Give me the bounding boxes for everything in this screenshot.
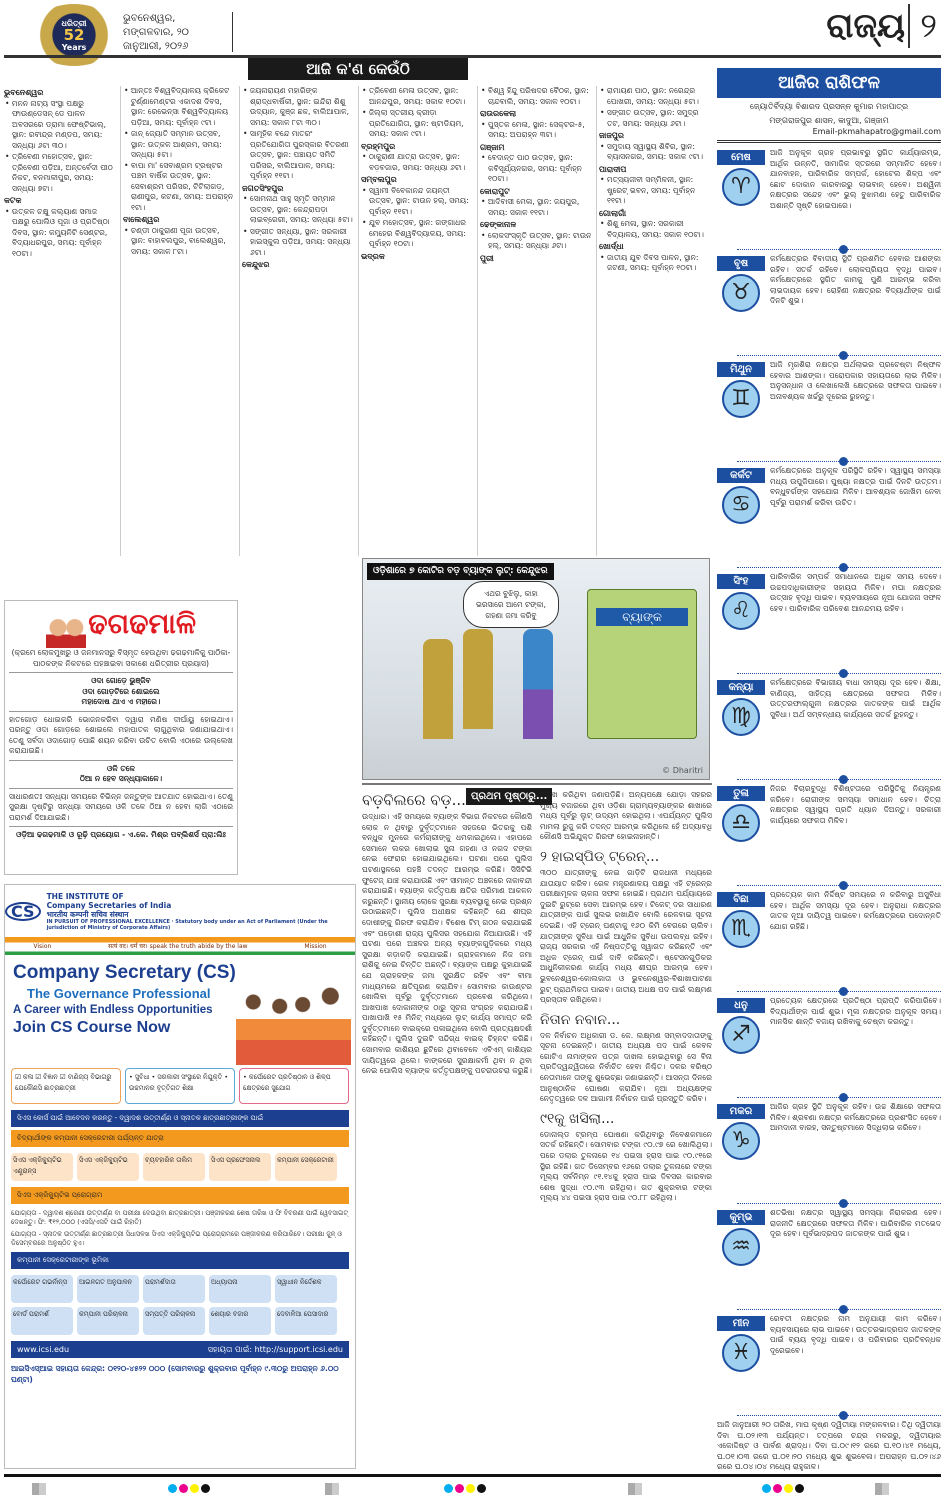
helpline: ଆଇସିଏସ୍ଆଇ ସହାୟତା କେନ୍ଦ୍ର: ୦୧୨୦-୪୫୨୨ ୦୦୦ (ସୋମବାରରୁ ଶୁକ୍ରବାର ପୂର୍ବାହ୍ନ ୯.୩୦ରୁ ଅପରାହ୍ନ ୬.୦୦ ଘଣ୍ଟା): [11, 1364, 339, 1384]
astrologer-address: ମଙ୍ଗରାଜପୁର ଶାସନ, କାଦୁଆ, ଗଞ୍ଜାମ: [769, 116, 889, 125]
benefits-box: • ସୁବିଧା • ସରକାରୀ ସଂସ୍ଥାରେ ନିଯୁକ୍ତି • ଉଚ୍ଚମାନର ବୃତ୍ତିଗତ ଶିକ୍ଷା: [125, 1068, 235, 1104]
journey-step: ସିଏସ ଏକ୍ଜିକ୍ୟୁଟିଭ: [77, 1153, 139, 1181]
sign-name: ମକର: [717, 1104, 765, 1119]
event-item: • ଚଣ୍ଡୀ ଠାକୁରାଣୀ ପୂଜା ଉତ୍ସବ, ସ୍ଥାନ: ବାହାବଲପୁର, ବାଲେଶ୍ୱର, ସମୟ: ସକାଳ ୮ଟା।: [123, 226, 236, 258]
org-name-hindi: भारतीय कम्पनी सचिव संस्थान: [46, 909, 129, 919]
event-list: [599, 219, 712, 240]
event-list: [599, 253, 712, 274]
role-item: କମ୍ପାନୀ ପରିଚାଳନା: [77, 1307, 139, 1335]
cartoon-credit: © Dharitri: [662, 766, 703, 775]
horoscope-2: [717, 254, 941, 360]
event-list: [599, 86, 712, 129]
sign-name: ଧନୁ: [717, 998, 765, 1013]
policeman-figure: [463, 629, 493, 729]
dotted-divider: [737, 1097, 941, 1098]
event-city-heading: ସମ୍ବଲପୁର: [361, 175, 397, 184]
zodiac-icon: ♉: [722, 274, 760, 312]
event-city-heading: ଗଞ୍ଜାମ: [480, 142, 505, 152]
registration-mark: [628, 1483, 642, 1495]
sign-prediction: ପ୍ରତ୍ୟେକ କାମ ନିର୍ଦ୍ଦିଷ୍ଟ ସମୟରେ ନ କରିବାରୁ ଅସୁବିଧା ହେବ। ଆର୍ଥିକ ସମସ୍ୟା ଦୂର ହେବ। ଅନୁରାଧା ନକ୍ଷତ୍ରର ଜାତକ ନୂଆ ଦାୟିତ୍ୱ ପାଇବେ। କର୍ମକ୍ଷେତ୍ରରେ ପଦୋନ୍ନତି ଯୋଗ ରହିଛି।: [770, 890, 941, 931]
zodiac-icon: ♎: [722, 804, 760, 842]
section-title: ରାଜ୍ୟ: [826, 6, 905, 46]
sign-label: [717, 892, 765, 948]
dhaga-explanation: ସାଧାରଣତଃ ସନ୍ଧ୍ୟା ସମୟରେ ବିଭିନ୍ନ ଜନ୍ତୁଙ୍କ ଆତଯାତ ହୋଇଥାଏ। ତେଣୁ ସୁରକ୍ଷା ଦୃଷ୍ଟିରୁ ସନ୍ଧ୍ୟା ସମୟରେ ଓଳି ତଳେ ଠିଆ ନ ହେବା ଲାଗି ଏଠାରେ ପରାମର୍ଶ ଦିଆଯାଇଛି।: [9, 791, 233, 822]
event-item: • ଲୋକସଂସ୍କୃତି ଉତ୍ସବ, ସ୍ଥାନ: ଟାଉନ ହଲ୍, ସମୟ: ସନ୍ଧ୍ୟା ୬ଟା।: [480, 231, 593, 252]
motto: सत्यं वद। धर्मं चर। speak the truth abide by the law: [108, 942, 248, 950]
cmyk-mark: [168, 1484, 210, 1493]
sign-label: [717, 468, 765, 524]
crying-bank-figure: [587, 589, 697, 739]
sign-name: ବିଛା: [717, 892, 765, 907]
horoscope-5: [717, 572, 941, 678]
event-item: • ତ୍ରିବେଣୀ ମହୋତ୍ସବ, ସ୍ଥାନ: ତ୍ରିବେଣୀ ପଡ଼ିଆ, ଅନ୍ତର୍ବେଦୀ ପୀଠ ନିକଟ, ବନମାଳୀପୁର, ସମୟ: ସନ୍ଧ୍ୟା ୭ଟା।: [4, 152, 117, 194]
zodiac-icon: ♌: [722, 592, 760, 630]
horoscope-12: [717, 1314, 941, 1420]
event-item: • ଜାନ୍ ଜ୍ୟୋତି ସମ୍ମାନ ଉତ୍ସବ, ସ୍ଥାନ: ଉତ୍କଳ ଆଶ୍ରମ, ସମୟ: ସନ୍ଧ୍ୟା ୫ଟା।: [123, 129, 236, 161]
astrologer-name: ଜ୍ୟୋତିର୍ବିଦ୍ୟା ବିଶାରଦ ପ୍ରସନ୍ନ କୁମାର ମହାପାତ୍ର: [749, 102, 909, 111]
cmyk-mark: [762, 1484, 804, 1493]
event-city-heading: ଢେଙ୍କାନାଳ: [480, 220, 517, 229]
divider: [9, 711, 233, 712]
verse-line: ଠିଆ ନ ହେବ ସନ୍ଧ୍ୟାକାଳେ।: [79, 774, 163, 783]
role-item: ଅଧ୍ୟାପନା: [209, 1275, 271, 1303]
verse-line: ମହାଦୋଷ ଥାଏ ଏ ମହୀରେ।: [81, 697, 161, 706]
ad-hero-text: [13, 961, 347, 1038]
story-headline: ୯୧କୁ ଖସିଲା...: [540, 1110, 615, 1127]
article-column: [540, 790, 712, 1440]
article-body: ତାରିଖ କରିଥିବା ଜଣାପଡ଼ିଛି। ଅନ୍ୟପକ୍ଷେ ଯୋଡ଼ା ସହରର ମୁଖ୍ୟ ବଜାରରେ ଥିବା ଓଡ଼ିଶା ଗ୍ରାମ୍ୟବ୍ୟାଙ୍କର ଶାଖାରେ ମଧ୍ୟ ପୂର୍ବରୁ ଲୁଟ୍ ଉଦ୍ୟମ ହୋଇଥିଲା। ଏପର୍ଯ୍ୟନ୍ତ ପୁଲିସ ମାମଲା ରୁଜୁ କରି ତଦନ୍ତ ଆରମ୍ଭ କରିଥିଲେ ହେଁ ଅଦ୍ୟାବଧି କୌଣସି ଅଭିଯୁକ୍ତ ଗିରଫ ହୋଇନାହାନ୍ତି।: [540, 790, 712, 842]
mission-label: Mission: [304, 942, 327, 950]
panjika-text: ଆଜି ଜାନୁଆରୀ ୨୦ ତାରିଖ, ମାଘ କୃଷ୍ଣ ଦ୍ୱିତୀୟା ମଙ୍ଗଳବାର। ତିଥି ଦ୍ୱିତୀୟା ଦିବା ଘ.୦୨।୧୩ ପର୍ଯ୍ୟନ୍ତ। ତତ୍ପରେ ଚନ୍ଦ୍ର ମକରରୁ, ଦ୍ୱିତୀୟାର ଏକୋଦ୍ଦିଷ୍ଟ ଓ ପାର୍ବଣ ଶ୍ରାଦ୍ଧ। ଦିବା ଘ.୦୯।୧୨ ରରେ ଘ.୧୦।୪୧ ମଧ୍ୟେ, ଘ.୦୧।୦୩ ରରେ ଘ.୦୧।୨୦ ମଧ୍ୟେ ଶୁଭ ଶୁଭବେଳା। ଅପରାହ୍ନ ଘ.୦୨।୪୬ ରରେ ଘ.୦୪।୦୪ ମଧ୍ୟେ ରାହୁକାଳ।: [717, 1420, 941, 1472]
man-figure: [523, 629, 553, 739]
sign-prediction: ଆଜିର ଗ୍ରହ ସ୍ଥିତି ଅନୁକୂଳ ରହିବ। ଉଚ୍ଚ ଶିକ୍ଷାରେ ସଫଳତା ମିଳିବ। ଶ୍ରବଣା ନକ୍ଷତ୍ର କର୍ମକ୍ଷେତ୍ରରେ ପ୍ରଶଂସିତ ହେବେ। ଆମଦାନୀ ବାରହ, ସନ୍ତୁଷ୍ଟମାନେ ସିଦ୍ଧିଲାଭ କରିବେ।: [770, 1102, 941, 1133]
zodiac-icon: ♋: [722, 486, 760, 524]
dotted-divider: [737, 991, 941, 992]
dhaga-explanation: ହାତଗୋଡ଼ ଧୋଇକରି ଭୋଜନକରିବା ଦ୍ୱାରା ମଣିଷ ଦୀର୍ଘାୟୁ ହୋଇଥାଏ। ପରନ୍ତୁ ଓଦା ଗୋଡ଼ରେ ଶୋଇଲେ ମହାପାତକ ଲାଗୁଥିବାର ଜଣାଯାଇଥାଏ। ତେଣୁ ସର୍ବଦା ଓଦାଗୋଡ଼ ପୋଛି ଶୟନ କରିବା ଉଚିତ ବୋଲି ଏଠାରେ ଉଲ୍ଲେଖ କରାଯାଇଛି।: [9, 714, 233, 755]
role-item: ସମ୍ପତ୍ତି ପରିଚାଳନା: [143, 1307, 205, 1335]
event-item: • ସମୁଦାୟ ସ୍ୱାସ୍ଥ୍ୟ ଶିବିର, ସ୍ଥାନ: ବ୍ୟାସନଗର, ସମୟ: ସକାଳ ୯ଟା।: [599, 142, 712, 163]
journey-steps: [5, 1150, 355, 1184]
sign-prediction: ଆଜି ମୃଗଶିରା ନକ୍ଷତ୍ର ଅର୍ଥଲାଭର ପ୍ରଚେଷ୍ଟା ନିଷ୍ଫଳ ହେବାର ଆଶଙ୍କା। ପରୋପକାର ସହାୟତାରେ ଲାଭ ମିଳିବ। ଅନୁସନ୍ଧାନ ଓ ଲେଖାଲେଖି କ୍ଷେତ୍ରରେ ସଫଳତା ପାଇବେ। ଅନାବଶ୍ୟକ ଖର୍ଚ୍ଚରୁ ଦୂରେଇ ରୁହନ୍ତୁ।: [770, 360, 941, 401]
event-list: [480, 120, 593, 141]
icsi-logo-icon: CS: [5, 902, 41, 921]
sign-label: [717, 150, 765, 206]
horoscope-3: [717, 360, 941, 466]
registration-mark: [325, 1483, 339, 1495]
role-item: ଶେୟାର ବଜାର: [209, 1307, 271, 1335]
support-link[interactable]: ସହାୟତା ପାଇଁ: http://support.icsi.edu: [207, 1345, 343, 1354]
horoscope-title: ଆଜିର ରାଶିଫଳ: [717, 68, 941, 98]
event-item: • ସୋମନାଥ ସାହୁ ସ୍ମୃତି ସମ୍ମାନ ଉତ୍ସବ, ସ୍ଥାନ: କେନ୍ଦ୍ରାପଡ଼ା ଲାଇବ୍ରେରୀ, ସମୟ: ସନ୍ଧ୍ୟା ୫ଟା।: [242, 194, 355, 226]
event-list: [599, 175, 712, 207]
event-item: • ଜାତୀୟ ଯୁବ ଦିବସ ପାଳନ, ସ୍ଥାନ: ଜଟଣୀ, ସମୟ: ପୂର୍ବାହ୍ନ ୧୦ଟା।: [599, 253, 712, 274]
sign-label: [717, 1210, 765, 1266]
ad-headline: Company Secretary (CS): [13, 962, 236, 983]
event-list: [480, 197, 593, 218]
sign-prediction: ଆଜି ଅନୁକୂଳ ଗ୍ରହ ପ୍ରଭାବରୁ ସ୍ଥଗିତ କାର୍ଯ୍ୟାରମ୍ଭ, ଆର୍ଥିକ ଉନ୍ନତି, ସାମାଜିକ ସ୍ତରରେ ସମ୍ମାନିତ ହେବେ। ଯାନବାହନ, ପାରିବାରିକ ସମ୍ପର୍କ, ହୋଟେଲ ଶିଳ୍ପ ଏବଂ ଛୋଟ ଦୋକାନ କାରବାରରୁ ଲାଭବାନ୍ ହେବେ। ଅଶ୍ୱିନୀ ନକ୍ଷତ୍ରର ସନ୍ଦେହ ଏବଂ ଭୁଲ୍ ବୁଝାମଣା ହେତୁ ପାରିବାରିକ ଅଶାନ୍ତି ସୃଷ୍ଟି ହୋଇପାରେ।: [770, 148, 941, 210]
cartoon-caption: ଓଡ଼ିଶାରେ ୭ କୋଟିର ବଡ଼ ବ୍ୟାଙ୍କ ଲୁଟ୍: କେନ୍ଦୁଝର: [367, 563, 554, 580]
sign-label: [717, 1104, 765, 1160]
story-headline: ନିତାନ ନବାନ...: [540, 1011, 621, 1028]
event-item: • ସ୍ୱାମୀ ବିବେକାନନ୍ଦ ଜୟନ୍ତୀ ଉତ୍ସବ, ସ୍ଥାନ: ଟାଉନ ହଲ୍, ସମୟ: ପୂର୍ବାହ୍ନ ୧୧ଟା।: [361, 186, 474, 218]
events-banner: ଆଜି କ'ଣ କେଉଁଠି: [248, 58, 468, 80]
event-item: • ଶିଶୁ ମେଳା, ସ୍ଥାନ: ସରକାରୀ ବିଦ୍ୟାଳୟ, ସମୟ: ସକାଳ ୧୦ଟା।: [599, 219, 712, 240]
ad-cta: Join CS Course Now: [13, 1019, 171, 1036]
eligibility-box: ☑ କଳା ☑ ବିଜ୍ଞାନ ☑ ବାଣିଜ୍ୟ ବିଭାଗରୁ ଯେକୌଣସି ଛାତ୍ରଛାତ୍ରୀ: [11, 1068, 121, 1104]
top-rule: [4, 55, 941, 58]
event-list: [361, 152, 474, 173]
zodiac-icon: ♐: [722, 1016, 760, 1054]
verse-line: ଓଳି ତଳେ: [106, 763, 136, 773]
event-item: • ଯୁବ ମହୋତ୍ସବ, ସ୍ଥାନ: ଗଙ୍ଗାଧର ମେହେର ବିଶ୍ୱବିଦ୍ୟାଳୟ, ସମୟ: ପୂର୍ବାହ୍ନ ୧୦ଟା।: [361, 218, 474, 250]
role-item: କର୍ପୋରେଟ ଗଭର୍ନାନ୍ସ: [11, 1275, 73, 1303]
event-city-heading: ପୁରୀ: [480, 253, 494, 263]
event-city-heading: କେନ୍ଦୁଝର: [242, 260, 270, 269]
fine-print: ଯୋଗ୍ୟତା - ସ୍ନାତକ ଉତ୍ତୀର୍ଣ୍ଣ ଛାତ୍ରଛାତ୍ରୀ ସିଧାସଳଖ ସିଏସ ଏକ୍ଜିକ୍ୟୁଟିଭ ପ୍ରୋଗ୍ରାମରେ ପଞ୍ଜୀକରଣ କରିପାରିବେ। ପରୀକ୍ଷା ଜୁନ୍ ଓ ଡିସେମ୍ବରରେ ଅନୁଷ୍ଠିତ ହୁଏ।: [11, 1230, 342, 1247]
sign-prediction: ଶତଭିଷା ନକ୍ଷତ୍ର ସ୍ୱାସ୍ଥ୍ୟ ସମସ୍ୟା ନିରାକରଣ ହେବ। ରାଜନୀତି କ୍ଷେତ୍ରରେ ସଫଳତା ମିଳିବ। ପାରିବାରିକ ମତଭେଦ ଦୂର ହେବ। ପୂର୍ବଭାଦ୍ରପଦ ଜାତକଙ୍କ ପାଇଁ ଶୁଭ।: [770, 1208, 941, 1239]
dotted-divider: [737, 885, 941, 886]
opportunities-box: • କର୍ପୋରେଟ ପ୍ରତିଷ୍ଠାନ ଓ ଶିଳ୍ପ କ୍ଷେତ୍ରରେ ସୁଯୋଗ: [239, 1068, 349, 1104]
event-item: • ଆଦିବାସୀ ମେଳା, ସ୍ଥାନ: ଜୟପୁର, ସମୟ: ସକାଳ ୧୧ଟା।: [480, 197, 593, 218]
dotted-divider: [737, 249, 941, 250]
sign-name: ବୃଷ: [717, 256, 765, 271]
journey-step: ବ୍ୟବହାରିକ ତାଲିମ: [143, 1153, 205, 1181]
event-list: [480, 231, 593, 252]
sign-name: କୁମ୍ଭ: [717, 1210, 765, 1225]
sign-label: [717, 362, 765, 418]
dotted-divider: [737, 779, 941, 780]
bank-sign: ବ୍ୟାଙ୍କ: [596, 608, 688, 626]
sign-name: ସିଂହ: [717, 574, 765, 589]
roles-bar: କମ୍ପାନୀ ସେକ୍ରେଟାରୀଙ୍କ ଭୂମିକା: [11, 1252, 349, 1269]
org-name: Company Secretaries of India: [46, 900, 172, 910]
event-item: • ଜିଲ୍ଲା ସ୍ତରୀୟ କ୍ରୀଡ଼ା ପ୍ରତିଯୋଗିତା, ସ୍ଥାନ: ଷ୍ଟାଡିୟମ, ସମୟ: ସକାଳ ୯ଟା।: [361, 108, 474, 140]
event-item: • ସଙ୍ଗୀତ ଉତ୍ସବ, ସ୍ଥାନ: ସମୁଦ୍ର ତଟ, ସମୟ: ସନ୍ଧ୍ୟା ୬ଟା।: [599, 108, 712, 129]
event-item: • ପୁସ୍ତକ ମେଳା, ସ୍ଥାନ: ସେକ୍ଟର-୫, ସମୟ: ଅପରାହ୍ନ ୩ଟା।: [480, 120, 593, 141]
sign-label: [717, 998, 765, 1054]
events-listing: [4, 86, 712, 556]
article-body: ଉଦ୍ଧାର। ଏହି ସମୟରେ ବ୍ୟାଙ୍କ ବିଭାଗ ନିକଟରେ କୌଣସି ଲୋକ ନ ଥିବାରୁ ଦୁର୍ବୃତ୍ତମାନେ ସହଜରେ ଭିତରକୁ ପଶି ବନ୍ଧୁକ ମୁନରେ କର୍ମଚାରୀଙ୍କୁ ଧମକାଇଥିଲେ। ଏହାପରେ ସେମାନେ ଲକର ଖୋଲାଇ ସୁନା ଗହଣା ଓ ନଗଦ ଟଙ୍କା ନେଇ ଫେରାର ହୋଇଯାଇଥିଲେ। ଘଟଣା ପରେ ପୁଲିସ ଘଟଣାସ୍ଥଳରେ ପହଞ୍ଚି ତଦନ୍ତ ଆରମ୍ଭ କରିଛି। ସିସିଟିଭି ଫୁଟେଜ୍ ଯାଞ୍ଚ କରାଯାଉଛି ଏବଂ ସୀମାନ୍ତ ଅଞ୍ଚଳରେ ନାକାବନ୍ଦୀ କରାଯାଇଛି। ବ୍ୟାଙ୍କ କର୍ତ୍ତୃପକ୍ଷ କ୍ଷତିର ପରିମାଣ ଆକଳନ କରୁଛନ୍ତି। ସ୍ଥାନୀୟ ଲୋକେ ସୁରକ୍ଷା ବ୍ୟବସ୍ଥାକୁ ନେଇ ପ୍ରଶ୍ନ ଉଠାଇଛନ୍ତି। ପୁଲିସ ଅଧୀକ୍ଷକ କହିଛନ୍ତି ଯେ ଶୀଘ୍ର ଦୋଷୀଙ୍କୁ ଗିରଫ କରାଯିବ। ବିଶେଷ ଟିମ୍ ଗଠନ କରାଯାଇଛି ଏବଂ ପଡ଼ୋଶୀ ରାଜ୍ୟ ପୁଲିସର ସହଯୋଗ ନିଆଯାଉଛି। ଏହି ଘଟଣା ପରେ ଅଞ୍ଚଳର ଅନ୍ୟ ବ୍ୟାଙ୍କଗୁଡ଼ିକରେ ମଧ୍ୟ ସୁରକ୍ଷା କଡ଼ାକଡ଼ି କରାଯାଇଛି। ଗ୍ରାହକମାନେ ନିଜ ଜମା ରାଶିକୁ ନେଇ ଚିନ୍ତିତ ଅଛନ୍ତି। ବ୍ୟାଙ୍କ ପକ୍ଷରୁ କୁହାଯାଇଛି ଯେ ଗ୍ରାହକଙ୍କ ଜମା ସୁରକ୍ଷିତ ରହିବ ଏବଂ ବୀମା ମାଧ୍ୟମରେ କ୍ଷତିପୂରଣ କରାଯିବ। ସୋମବାର କାଉଣ୍ଟର ଖୋଲିବା ପୂର୍ବରୁ ଦୁର୍ବୃତ୍ତମାନେ ପ୍ରବେଶ କରିଥିଲେ। ଆଖପାଖ ଦୋକାନୀଙ୍କ ଠାରୁ ସୂଚନା ସଂଗ୍ରହ କରାଯାଉଛି। ପାଖାପାଖି ୧୫ ମିନିଟ୍ ମଧ୍ୟରେ ଲୁଟ୍ କାର୍ଯ୍ୟ ସମାପ୍ତ କରି ଦୁର୍ବୃତ୍ତମାନେ ବାଇକ୍‌ରେ ପଳାଇଥିଲେ ବୋଲି ପ୍ରତ୍ୟକ୍ଷଦର୍ଶୀ କହିଛନ୍ତି। ପୁଲିସ ଦୁଇଟି ସନ୍ଦିଗ୍ଧ ବାଇକ୍ ଚିହ୍ନଟ କରିଛି। ସୋମବାର କାଶିୟର ଛୁଟିରେ ଥିବାବେଳେ ଏବିଏମ୍ କାଶିୟର ଦାୟିତ୍ୱରେ ଥିଲେ। ବାଙ୍କରେ ସୁରକ୍ଷାକର୍ମୀ ଥିବା ନ ଥିବା ନେଇ ପୋଲିସ ବ୍ୟାଙ୍କ କର୍ତ୍ତୃପକ୍ଷଙ୍କୁ ପଚରାଉଚରା କରୁଛି।: [362, 812, 532, 1076]
zodiac-icon: ♈: [722, 168, 760, 206]
logo-years: 52: [63, 25, 85, 44]
icsi-advertisement: [4, 884, 356, 1469]
event-item: • ଜୟନାରାୟଣ ମହାରିଙ୍କ ଶ୍ରାଦ୍ଧବାର୍ଷିକୀ, ସ୍ଥାନ: ଇନ୍ଦିରା ଶିଶୁ ଉଦ୍ୟାନ, କୁଞ୍ଜ ଛକ, ବାଲିଆପାଳ, ସମୟ: ସକାଳ ୮ଟା ୩୦।: [242, 86, 355, 128]
zodiac-icon: ♒: [722, 1228, 760, 1266]
dotted-divider: [737, 1203, 941, 1204]
event-item: • ବାପା ମା' ସେବାଶ୍ରମ ଟ୍ରଷ୍ଟର ପଞ୍ଚମ ବାର୍ଷିକ ଉତ୍ସବ, ସ୍ଥାନ: ସେବାଶ୍ରମ ପରିସର, ଟିଟିଲାଗଡ଼, ରାଣୀପୁର, କଟଣା, ସମୟ: ଅପରାହ୍ନ ୧ଟା।: [123, 161, 236, 214]
verse-line: ଓଦା ଗୋଡ଼େ ଭୁଞ୍ଜିବ: [91, 676, 151, 685]
event-city-heading: ରାଉରକେଲା: [480, 109, 517, 118]
horoscope-6: [717, 678, 941, 784]
divider: [717, 140, 941, 143]
divider: [9, 672, 233, 673]
dhaga-subtitle: (କ୍ରମେ ଲୋକମୁଖରୁ ଓ ଜନମାନସରୁ ବିସ୍ମୃତ ହେଉଥିବା ଢଗଢମାଳିକୁ ପାଠିକା-ପାଠକଙ୍କ ନିକଟରେ ପହଞ୍ଚାଇବା ସକାଶେ ଧରିତ୍ରୀର ପ୍ରୟାସ): [11, 648, 231, 668]
journey-step: ସିଏସ ଏକ୍ଜିକ୍ୟୁଟିଭ ଏଣ୍ଟ୍ରାନ୍ସ: [11, 1153, 73, 1181]
zodiac-icon: ♊: [722, 380, 760, 418]
sign-prediction: ପାରିବାରିକ ସମ୍ପର୍କ ସମାଧାନରେ ଅଧିକ ସମୟ ଦେବେ। ଉଚ୍ଚପଦାଧିକାରୀଙ୍କ ସହାୟତା ମିଳିବ। ମଘା ନକ୍ଷତ୍ରର ଉତ୍ସାହ ବୃଦ୍ଧି ପାଇବ। ବ୍ୟବସାୟରେ ନୂଆ ଯୋଜନା ସଫଳ ହେବ। ପାରିବାରିକ ପରିବେଶ ଆନନ୍ଦମୟ ରହିବ।: [770, 572, 941, 613]
sign-name: କନ୍ୟା: [717, 680, 765, 695]
event-list: [361, 86, 474, 140]
role-item: ଦେବାଳିଆ ପେସାଦାର: [275, 1307, 337, 1335]
website-link[interactable]: www.icsi.edu: [17, 1345, 70, 1354]
role-item: ବୋର୍ଡ ପରାମର୍ଶ: [11, 1307, 73, 1335]
dotted-divider: [737, 1415, 941, 1416]
sign-name: ତୁଳା: [717, 786, 765, 801]
event-list: [480, 153, 593, 185]
info-bar: ସିଏସ କୋର୍ସ ପାଇଁ ଆବେଦନ କରନ୍ତୁ - ଦ୍ୱାଦଶ ଉତ୍ତୀର୍ଣ୍ଣ ଓ ସ୍ନାତକ ଛାତ୍ରଛାତ୍ରୀଙ୍କ ପାଇଁ: [11, 1110, 349, 1127]
ad-tagline: A Career with Endless Opportunities: [13, 1004, 213, 1016]
zodiac-icon: ♍: [722, 698, 760, 736]
ad-subheadline: The Governance Professional: [27, 986, 211, 1001]
dateline: ଭୁବନେଶ୍ୱର, ମଙ୍ଗଳବାର, ୨୦ ଜାନୁଆରୀ, ୨୦୨୬: [123, 12, 233, 52]
event-list: [123, 161, 236, 214]
event-item: • ମନନ ନାଟ୍ୟ ସଂସ୍ଥା ପକ୍ଷରୁ ଫାଉଣ୍ଡେସନ୍ ଡେ ପାଳନ ଅବସରରେ ଡ୍ରାମା ଫେଷ୍ଟିଭାଲ୍, ସ୍ଥାନ: ରବୀନ୍ଦ୍ର ମଣ୍ଡପ, ସମୟ: ସନ୍ଧ୍ୟା ୬ଟା ୩୦।: [4, 99, 117, 152]
sign-name: ମୀନ: [717, 1316, 765, 1331]
divider: [9, 826, 233, 827]
program-bar: ସିଏସ ଏକ୍ଜିକ୍ୟୁଟିଭ ପ୍ରୋଗ୍ରାମ: [11, 1187, 349, 1204]
event-list: [4, 99, 117, 195]
org-name: THE INSTITUTE OF: [46, 891, 124, 901]
astrologer-email: Email-pkmahapatro@gmail.com: [812, 127, 941, 136]
event-city-heading: ଖୋର୍ଦ୍ଧା: [599, 242, 624, 251]
event-list: [242, 194, 355, 258]
editorial-cartoon: [362, 558, 710, 780]
event-city-heading: ଭୁବନେଶ୍ୱର: [4, 88, 44, 97]
event-city-heading: ଭଦ୍ରକ: [361, 251, 385, 261]
story-body: ୩୦୦ ଯାତ୍ରୀଙ୍କୁ ନେଇ ଗାଡ଼ିଟି ରାଜଧାନୀ ମଧ୍ୟରେ ଯାତାୟାତ କରିବ। ରେଳ ମନ୍ତ୍ରଣାଳୟ ପକ୍ଷରୁ ଏହି ଟ୍ରେନ୍‌ର ପରୀକ୍ଷାମୂଳକ ଚାଳନା ସଫଳ ହୋଇଛି। ପ୍ରଥମ ପର୍ଯ୍ୟାୟରେ ଦୁଇଟି ରୁଟ୍‌ରେ ସେବା ଆରମ୍ଭ ହେବ। ଟିକେଟ୍ ଦର ସାଧାରଣ ଯାତ୍ରୀଙ୍କ ପାଇଁ ସୁଲଭ ରଖାଯିବ ବୋଲି ରେଳବାଇ ସୂଚନା ଦେଇଛି। ଏହି ଟ୍ରେନ୍ ଘଣ୍ଟାକୁ ୧୬୦ କିମି ବେଗରେ ଚାଲିବ। ଯାତ୍ରୀଙ୍କ ସୁବିଧା ପାଇଁ ଆଧୁନିକ ସୁବିଧା ଉପଲବ୍ଧ ରହିବ। ରାଜ୍ୟ ସରକାର ଏହି ନିଷ୍ପତ୍ତିକୁ ସ୍ୱାଗତ କରିଛନ୍ତି ଏବଂ ଅଧିକ ଟ୍ରେନ୍ ପାଇଁ ଦାବି କରିଛନ୍ତି। ଷ୍ଟେସନଗୁଡ଼ିକର ଆଧୁନିକୀକରଣ କାର୍ଯ୍ୟ ମଧ୍ୟ ଶୀଘ୍ର ଆରମ୍ଭ ହେବ। ଭୁବନେଶ୍ୱର-କୋଲକାତା ଓ ଭୁବନେଶ୍ୱର-ବିଶାଖାପାଟଣା ରୁଟ୍ ପ୍ରାଥମିକତା ପାଇବ। ଜାତୀୟ ଅଧକ୍ଷ ପଦ ପାଇଁ ଲକ୍ଷ୍ମଣ ପ୍ରସ୍ତାବ ରଖିଥିଲେ।: [540, 867, 712, 1005]
horoscope-7: [717, 784, 941, 890]
logo-name: ଧରିତ୍ରୀ: [61, 18, 87, 28]
dotted-divider: [737, 355, 941, 356]
continued-headline: ବଡ଼ବିଲରେ ବଡ଼...: [362, 791, 466, 809]
event-city-heading: ଜାଜପୁର: [599, 131, 624, 140]
horoscope-9: [717, 996, 941, 1102]
sign-prediction: କର୍ମକ୍ଷେତ୍ରରେ ଅନୁକୂଳ ପରିସ୍ଥିତି ରହିବ। ସ୍ୱାସ୍ଥ୍ୟ ସମସ୍ୟା ମଧ୍ୟ ଉପୁଜିପାରେ। ପୁଷ୍ୟା ନକ୍ଷତ୍ର ପାଇଁ ଦିନଟି ଉତ୍ତମ। ବନ୍ଧୁବର୍ଗଙ୍କ ସହଯୋଗ ମିଳିବ। ଆବଶ୍ୟକ ଜୋଖିମ ନେବା ପୂର୍ବରୁ ପରାମର୍ଶ କରିବା ଉଚିତ।: [770, 466, 941, 507]
cmyk-mark: [444, 1484, 486, 1493]
event-item: • ମତ୍ସ୍ୟଜୀବୀ ସମ୍ମିଳନୀ, ସ୍ଥାନ: ଷ୍ଟ୍ରେଟ୍ ଭବନ, ସମୟ: ପୂର୍ବାହ୍ନ ୧୧ଟା।: [599, 175, 712, 207]
zodiac-icon: ♏: [722, 910, 760, 948]
roles-grid: [5, 1272, 355, 1338]
sign-label: [717, 786, 765, 842]
event-item: • ସାମୂହିକ ବନ୍ଦେ ମାତରଂ ପ୍ରତିଯୋଗିତା ପୁରସ୍କାର ବିତରଣୀ ଉତ୍ସବ, ସ୍ଥାନ: ପଞ୍ଚାୟତ ସମିତି ପରିସର, ବାଲିଆପାଳ, ସମୟ: ପୂର୍ବାହ୍ନ ୧୧ଟା।: [242, 129, 355, 182]
event-list: [599, 142, 712, 163]
dhaga-dhamali-box: [4, 600, 238, 875]
event-city-heading: ପାରାଦୀପ: [599, 164, 627, 174]
continued-badge: ପ୍ରଥମ ପୃଷ୍ଠାରୁ...: [466, 788, 552, 805]
sign-label: [717, 1316, 765, 1372]
journey-step: କମ୍ପାନୀ ସେକ୍ରେଟାରୀ: [275, 1153, 337, 1181]
dhaga-title: ଢଗଢମାଳି: [88, 607, 197, 640]
event-city-heading: କୋରାପୁଟ: [480, 186, 510, 196]
policeman-figure: [423, 639, 453, 739]
sign-prediction: ପ୍ରତ୍ୟେକ କ୍ଷେତ୍ରରେ ପ୍ରତିଷ୍ଠା ପ୍ରାପ୍ତି କରିପାରିବେ। ବିଦ୍ୟାର୍ଥୀଙ୍କ ପାଇଁ ଶୁଭ। ମୂଳା ନକ୍ଷତ୍ରର ଅନୁକୂଳ ସମୟ। ମାନସିକ ଶାନ୍ତି ବଜାୟ ରଖିବାକୁ ଚେଷ୍ଟା କରନ୍ତୁ।: [770, 996, 941, 1027]
event-list: [361, 186, 474, 250]
zodiac-icon: ♓: [722, 1334, 760, 1372]
event-city-heading: ବାଲେଶ୍ୱର: [123, 215, 160, 224]
horoscope-1: [717, 148, 941, 254]
role-item: ଆଇନଗତ ଅନୁପାଳନ: [77, 1275, 139, 1303]
divider: [9, 760, 233, 761]
verse-line: ଓଦା ଗୋଡ଼ଟିରେ ଶୋଇଲେ: [82, 686, 160, 696]
zodiac-icon: ♑: [722, 1122, 760, 1160]
fine-print: ଯୋଗ୍ୟତା - ଦ୍ୱାଦଶ ଶ୍ରେଣୀ ଉତ୍ତୀର୍ଣ୍ଣ ବା ପରୀକ୍ଷା ଦେଉଥିବା ଛାତ୍ରଛାତ୍ରୀ। ପଞ୍ଜୀକରଣ ଶେଷ ତାରିଖ ଓ ଫି ବିବରଣୀ ପାଇଁ ୱେବସାଇଟ୍ ଦେଖନ୍ତୁ। ଫି: ₹୧୨,୦୦୦ (ଏସସି/ଏସଟି ପାଇଁ ରିହାତି): [11, 1209, 348, 1226]
event-item: • ବିଶ୍ୱ ହିନ୍ଦୁ ପରିଷଦର ବୈଠକ, ସ୍ଥାନ: ଚାନ୍ଦବାଲି, ସମୟ: ସକାଳ ୧୦ଟା।: [480, 86, 593, 107]
story-body: ଦଳ ନିର୍ବାଚନ ଅଧିକାରୀ ଡ. କେ. ଲକ୍ଷ୍ମଣ ସମ୍ବାଦଦାତାଙ୍କୁ ସୂଚନା ଦେଇଛନ୍ତି। ଜାତୀୟ ଅଧ୍ୟକ୍ଷ ପଦ ପାଇଁ କେବଳ ଗୋଟିଏ ନାମାଙ୍କନ ପତ୍ର ଦାଖଲ ହୋଇଥିବାରୁ ସେ ବିନା ପ୍ରତିଦ୍ୱନ୍ଦ୍ୱିତାରେ ନିର୍ବାଚିତ ହେବା ନିଶ୍ଚିତ। ଦଳର ବରିଷ୍ଠ ନେତାମାନେ ତାଙ୍କୁ ଶୁଭେଚ୍ଛା ଜଣାଇଛନ୍ତି। ଆସନ୍ତା ଦିନରେ ଆନୁଷ୍ଠାନିକ ଘୋଷଣା କରାଯିବ। ନୂଆ ଅଧ୍ୟକ୍ଷଙ୍କ ନେତୃତ୍ୱରେ ଦଳ ଆଗାମୀ ନିର୍ବାଚନ ପାଇଁ ପ୍ରସ୍ତୁତି କରିବ।: [540, 1030, 712, 1104]
event-list: [480, 86, 593, 107]
sign-label: [717, 574, 765, 630]
bottom-rule: [4, 1474, 941, 1477]
vision-label: Vision: [33, 942, 52, 950]
event-city-heading: ଜଗତସିଂହପୁର: [242, 183, 284, 193]
horoscope-11: [717, 1208, 941, 1314]
article-column: [362, 812, 532, 1442]
horoscope-section: [717, 68, 941, 1472]
journey-bar: ବିଦ୍ୟାର୍ଥୀଙ୍କ କମ୍ପାନୀ ସେକ୍ରେଟାରୀ ପର୍ଯ୍ୟନ୍ତ ଯାତ୍ରା: [11, 1130, 349, 1147]
horoscope-8: [717, 890, 941, 996]
speech-bubble: ଏଥର ବୁଝିଲୁ, କାହା ଭରସାରେ ଆମେ ଟଙ୍କା, ଗହଣା ଜମା କରିବୁ: [463, 581, 559, 628]
divider: [9, 788, 233, 789]
event-item: • ସଙ୍ଗୀତ ସନ୍ଧ୍ୟା, ସ୍ଥାନ: ସରକାରୀ ହାଇସ୍କୁଲ ପଡ଼ିଆ, ସମୟ: ସନ୍ଧ୍ୟା ୬ଟା।: [242, 227, 355, 259]
sign-prediction: କର୍ମକ୍ଷେତ୍ରର ବିବାଦୀୟ ସ୍ଥିତି ପ୍ରଶମିତ ହେବାର ଆଶଙ୍କା ରହିବ। ସତର୍କ ରହିବେ। ଲୋକପ୍ରିୟତା ବୃଦ୍ଧି ପାଇବ। କର୍ମକ୍ଷେତ୍ରରେ ସ୍ଥଗିତ କାମକୁ ପୁଣି ଆରମ୍ଭ କରିବା ଲାଭଦାୟକ ହେବ। ରୋହିଣୀ ନକ୍ଷତ୍ରର ବିଦ୍ୟାର୍ଥୀଙ୍କ ପାଇଁ ଦିନଟି ଶୁଭ।: [770, 254, 941, 306]
event-item: • ଉତ୍କଳ ଚକ୍ଷୁ କଲ୍ୟାଣ ସମାଜ ପକ୍ଷରୁ ପୋଲିଓ ପୂଜା ଓ ପ୍ରତିଷ୍ଠା ଦିବସ, ସ୍ଥାନ: କମ୍ୟୁନିଟି ସେଣ୍ଟର, ବିଦ୍ୟାଧରପୁର, ସମୟ: ପୂର୍ବାହ୍ନ ୧୦ଟା।: [4, 207, 117, 260]
dotted-divider: [737, 1309, 941, 1310]
story-headline: ୨ ହାଇସ୍ପିଡ୍ ଟ୍ରେନ୍...: [540, 848, 660, 865]
horoscope-10: [717, 1102, 941, 1208]
sign-label: [717, 256, 765, 312]
role-item: ସ୍ୱାଧୀନ ନିର୍ଦ୍ଦେଶକ: [275, 1275, 337, 1303]
logo-sub: Years: [61, 42, 87, 52]
event-item: • ବେଦାନ୍ତ ପାଠ ଉତ୍ସବ, ସ୍ଥାନ: କବିସୂର୍ଯ୍ୟନଗର, ସମୟ: ପୂର୍ବାହ୍ନ ୧୦ଟା।: [480, 153, 593, 185]
sign-name: ମେଷ: [717, 150, 765, 165]
registration-mark: [32, 1483, 46, 1495]
event-item: • ରାମାୟଣ ପାଠ, ସ୍ଥାନ: ନରେନ୍ଦ୍ର ପୋଖରୀ, ସମୟ: ସନ୍ଧ୍ୟା ୫ଟା।: [599, 86, 712, 107]
page-number: ୨: [908, 4, 937, 48]
org-tagline: IN PURSUIT OF PROFESSIONAL EXCELLENCE · Statutory body under an Act of Parliament (Under the jurisdiction of Ministry of Corporate Affairs): [46, 918, 328, 931]
journey-step: ସିଏସ ପ୍ରଫେସନାଲ: [209, 1153, 271, 1181]
dotted-divider: [737, 673, 941, 674]
cartoon-faces-icon: [46, 614, 86, 648]
event-city-heading: ଗୋଲାଗାଁ: [599, 208, 627, 218]
divider: [362, 783, 712, 785]
sign-prediction: ନିଜର ବିଚାରବୁଦ୍ଧି ବିଶିଷ୍ଟତାରେ ପରିସ୍ଥିତିକୁ ନିୟନ୍ତ୍ରଣ କରିବେ। ରୋଗୀଙ୍କ ସମସ୍ୟା ସମାଧାନ ହେବ। ଚିତ୍ରା ନକ୍ଷତ୍ରର ସ୍ୱାସ୍ଥ୍ୟ ପ୍ରତି ଧ୍ୟାନ ଦିଅନ୍ତୁ। ସରକାରୀ କାର୍ଯ୍ୟରେ ସଫଳତା ମିଳିବ।: [770, 784, 941, 825]
sign-name: କର୍କଟ: [717, 468, 765, 483]
event-city-heading: କଟକ: [4, 196, 22, 205]
registration-mark: [875, 1483, 889, 1495]
sign-label: [717, 680, 765, 736]
role-item: ପରାମର୍ଶଦାତା: [143, 1275, 205, 1303]
event-city-heading: ବ୍ରହ୍ମପୁର: [361, 141, 396, 151]
sign-name: ମିଥୁନ: [717, 362, 765, 377]
dotted-divider: [737, 567, 941, 568]
dotted-divider: [737, 461, 941, 462]
sign-prediction: ରେବତୀ ନକ୍ଷତ୍ରର ନାମ ଅନୁଯାୟୀ କାମ କରିବେ। ବ୍ୟବସାୟରେ ଲାଭ ପାଇବେ। ଉତ୍ତରଭାଦ୍ରପଦ ଜାତକଙ୍କ ପାଇଁ ବ୍ୟୟ ବୃଦ୍ଧି ପାଇବ। ଓ ପରିବାରର ପ୍ରତିବନ୍ଧକ ଦୂରେଇବେ।: [770, 1314, 941, 1355]
sign-prediction: କର୍ମକ୍ଷେତ୍ରରେ ବିଭାଗୀୟ ବାଧା ସମସ୍ୟା ଦୂର ହେବ। ଶିକ୍ଷା, ବାଣିଜ୍ୟ, ସାହିତ୍ୟ କ୍ଷେତ୍ରରେ ସଫଳତା ମିଳିବ। ଉତ୍ତରଫାଲ୍ଗୁନୀ ନକ୍ଷତ୍ରର ଜାତକଙ୍କ ପାଇଁ ଆର୍ଥିକ ସୁବିଧା। ଅର୍ଥ ସମ୍ବନ୍ଧୀୟ କାର୍ଯ୍ୟରେ ସତର୍କ ରୁହନ୍ତୁ।: [770, 678, 941, 719]
tricolor-strip: [5, 937, 355, 955]
event-item: • ଠାକୁରାଣୀ ଯାତ୍ରା ଉତ୍ସବ, ସ୍ଥାନ: ବଡ଼ବଜାର, ସମୟ: ସନ୍ଧ୍ୟା ୬ଟା।: [361, 152, 474, 173]
story-body: ଡୋନାଲ୍ଡ ଟ୍ରମ୍ପ ଘୋଷଣା କରିଥିବାରୁ ନିବେଶକମାନେ ସତର୍କ ରହିଛନ୍ତି। ସୋମବାର ଟଙ୍କା ୯୦.୯୭ ରେ ଖୋଲିଥିଲା। ପରେ ଡଲାର ତୁଳନାରେ ୧୪ ପଇସା ହ୍ରାସ ପାଇ ୯୦.୯୧ରେ ସ୍ଥିର ରହିଛି। ଗତ ଡିସେମ୍ବର ୧୬ରେ ଡଲାର ତୁଳନାରେ ଟଙ୍କା ମୂଲ୍ୟ ସର୍ବନିମ୍ନ ୯୧.୧୪କୁ ହ୍ରାସ ପାଇ ଦିବସର କାରବାର ଶେଷ ସୁଦ୍ଧା ୯୦.୯୩ ରହିଥିଲା। ଗତ ଶୁକ୍ରବାର ଟଙ୍କା ମୂଲ୍ୟ ୪୪ ପଇସା ହ୍ରାସ ପାଇ ୯୦.୮୮ ରହିଥିଲା।: [540, 1129, 712, 1203]
event-item: • ତ୍ରିବେଣୀ ମେଳା ଉତ୍ସବ, ସ୍ଥାନ: ଆନନ୍ଦପୁର, ସମୟ: ସକାଳ ୧୦ଟା।: [361, 86, 474, 107]
dhaga-source: ଓଡ଼ିଆ ଢଗଢମାଳି ଓ ରୂଢ଼ି ପ୍ରୟୋଗ - ଏ.କେ. ମିଶ୍ର ପବ୍ଲିଶର୍ସ ପ୍ରା:ଲିଃ: [16, 830, 226, 839]
event-item: • ଆନ୍ତଃ ବିଶ୍ୱବିଦ୍ୟାଳୟ କ୍ରିକେଟ ଟୁର୍ଣ୍ଣାମେଣ୍ଟର ଏକାଦଶ ଦିବସ, ସ୍ଥାନ: ରେଭେନ୍ସା ବିଶ୍ୱବିଦ୍ୟାଳୟ ପଡ଼ିଆ, ସମୟ: ପୂର୍ବାହ୍ନ ୯ଟା।: [123, 86, 236, 128]
horoscope-4: [717, 466, 941, 572]
horoscope-list: [717, 148, 941, 1420]
